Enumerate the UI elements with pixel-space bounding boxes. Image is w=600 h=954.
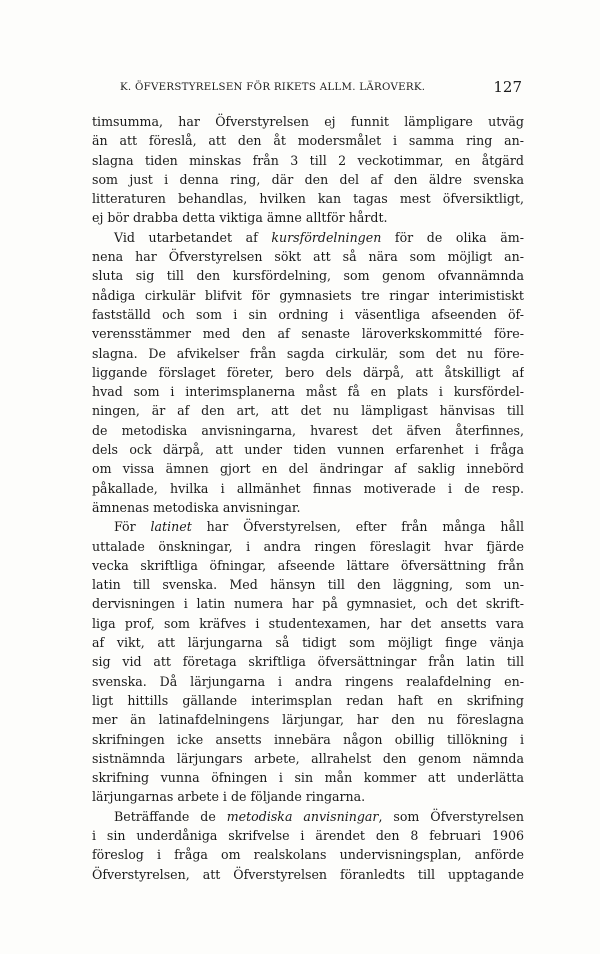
text-line [92,865,524,884]
text-segment: föreslog i fråga om realskolans undervisningsplan, anförde [92,847,524,863]
text-segment: sluta sig till den kursfördelning, som genom ofvannämnda [92,268,524,284]
text-segment: slagna tiden minskas från 3 till 2 veckotimmar, en åtgärd [92,152,524,168]
text-segment: sig vid att företaga skriftliga öfversättningar från latin till [92,654,524,670]
text-line [92,710,524,729]
text-line [92,151,524,170]
text-segment: liga prof, som kräfves i studentexamen, har det ansetts vara [92,615,524,631]
text-line [92,691,524,710]
text-line [92,787,524,806]
text-line [92,324,524,343]
text-line [92,672,524,691]
text-line [92,556,524,575]
text-segment: liggande förslaget företer, bero dels därpå, att åtskilligt af [92,364,524,380]
text-line [92,807,524,826]
text-segment: lärjungarnas arbete i de följande ringarna. [92,789,366,805]
text-line [92,286,524,305]
text-line [92,228,524,247]
text-line [92,749,524,768]
text-segment: För [114,519,151,535]
text-line [92,401,524,420]
text-segment: nena har Öfverstyrelsen sökt att så nära som möjligt an- [92,249,524,265]
text-segment: för de olika äm- [381,229,524,245]
text-segment: uttalade önskningar, i andra ringen föreslagit hvar fjärde [92,538,524,554]
text-segment: har Öfverstyrelsen, efter från många håll [191,519,524,535]
text-segment: påkallade, hvilka i allmänhet finnas motiverade i de resp. [92,480,524,496]
text-segment: ligt hittills gällande interimsplan redan haft en skrifning [92,692,524,708]
text-line [92,459,524,478]
text-segment: Öfverstyrelsen, att Öfverstyrelsen föranledts till upptagande [92,866,524,882]
text-line [92,363,524,382]
italic-term: metodiska anvisningar [226,808,379,824]
text-segment: skrifning vunna öfningen i sin mån kommer att underlätta [92,770,524,786]
text-line [92,189,524,208]
text-line [92,305,524,324]
body-text [92,112,524,884]
text-line [92,247,524,266]
text-line [92,131,524,150]
text-segment: latin till svenska. Med hänsyn till den läggning, som un- [92,577,524,593]
italic-term: kursfördelningen [271,229,382,245]
text-segment: i sin underdåniga skrifvelse i ärendet den 8 februari 1906 [92,827,524,843]
text-line [92,440,524,459]
text-segment: nådiga cirkulär blifvit för gymnasiets tre ringar interimistiskt [92,287,524,303]
text-segment: ämnenas metodiska anvisningar. [92,499,301,515]
text-segment: af vikt, att lärjungarna så tidigt som möjligt finge vänja [92,635,524,651]
text-segment: hvad som i interimsplanerna måst få en plats i kursfördel- [92,384,524,400]
text-line [92,517,524,536]
text-segment: svenska. Då lärjungarna i andra ringens realafdelning en- [92,673,524,689]
text-line [92,730,524,749]
text-segment: Beträffande de [114,808,227,824]
text-line [92,208,524,227]
text-segment: ej bör drabba detta viktiga ämne alltför hårdt. [92,210,388,226]
text-segment: skrifningen icke ansetts innebära någon obillig tillökning i [92,731,524,747]
text-segment: sistnämnda lärjungars arbete, allrahelst den genom nämnda [92,750,524,766]
text-line [92,633,524,652]
text-line [92,421,524,440]
text-segment: slagna. De afvikelser från sagda cirkulär, som det nu före- [92,345,524,361]
text-line [92,614,524,633]
text-line [92,382,524,401]
text-segment: , som Öfverstyrelsen [378,808,524,824]
text-segment: verensstämmer med den af senaste läroverkskommitté före- [92,326,524,342]
text-segment: dels ock därpå, att under tiden vunnen erfarenhet i fråga [92,442,524,458]
text-line [92,344,524,363]
text-line [92,170,524,189]
text-line [92,652,524,671]
text-segment: som just i denna ring, där den del af den äldre svenska [92,171,524,187]
text-segment: litteraturen behandlas, hvilken kan tagas mest öfversiktligt, [92,191,524,207]
text-line [92,537,524,556]
text-segment: Vid utarbetandet af [114,229,272,245]
text-segment: än att föreslå, att den åt modersmålet i samma ring an- [92,133,524,149]
text-line [92,768,524,787]
text-segment: fastställd och som i sin ordning i väsentliga afseenden öf- [92,306,524,322]
page-number: 127 [493,78,522,96]
text-segment: mer än latinafdelningens lärjungar, har den nu föreslagna [92,712,524,728]
text-line [92,845,524,864]
text-line [92,479,524,498]
text-segment: ningen, är af den art, att det nu lämpligast hänvisas till [92,403,524,419]
text-segment: timsumma, har Öfverstyrelsen ej funnit lämpligare utväg [92,114,524,129]
text-segment: dervisningen i latin numera har på gymnasiet, och det skrift- [92,596,524,612]
text-line [92,498,524,517]
text-line [92,266,524,285]
italic-term: latinet [150,519,192,535]
running-title: K. ÖFVERSTYRELSEN FÖR RIKETS ALLM. LÄROVERK. [120,82,426,93]
text-segment: vecka skriftliga öfningar, afseende lättare öfversättning från [92,557,524,573]
text-line [92,575,524,594]
text-line [92,112,524,131]
running-header [92,78,522,98]
text-segment: de metodiska anvisningarna, hvarest det äfven återfinnes, [92,422,524,438]
text-line [92,826,524,845]
text-segment: om vissa ämnen gjort en del ändringar af saklig innebörd [92,461,524,477]
text-line [92,594,524,613]
